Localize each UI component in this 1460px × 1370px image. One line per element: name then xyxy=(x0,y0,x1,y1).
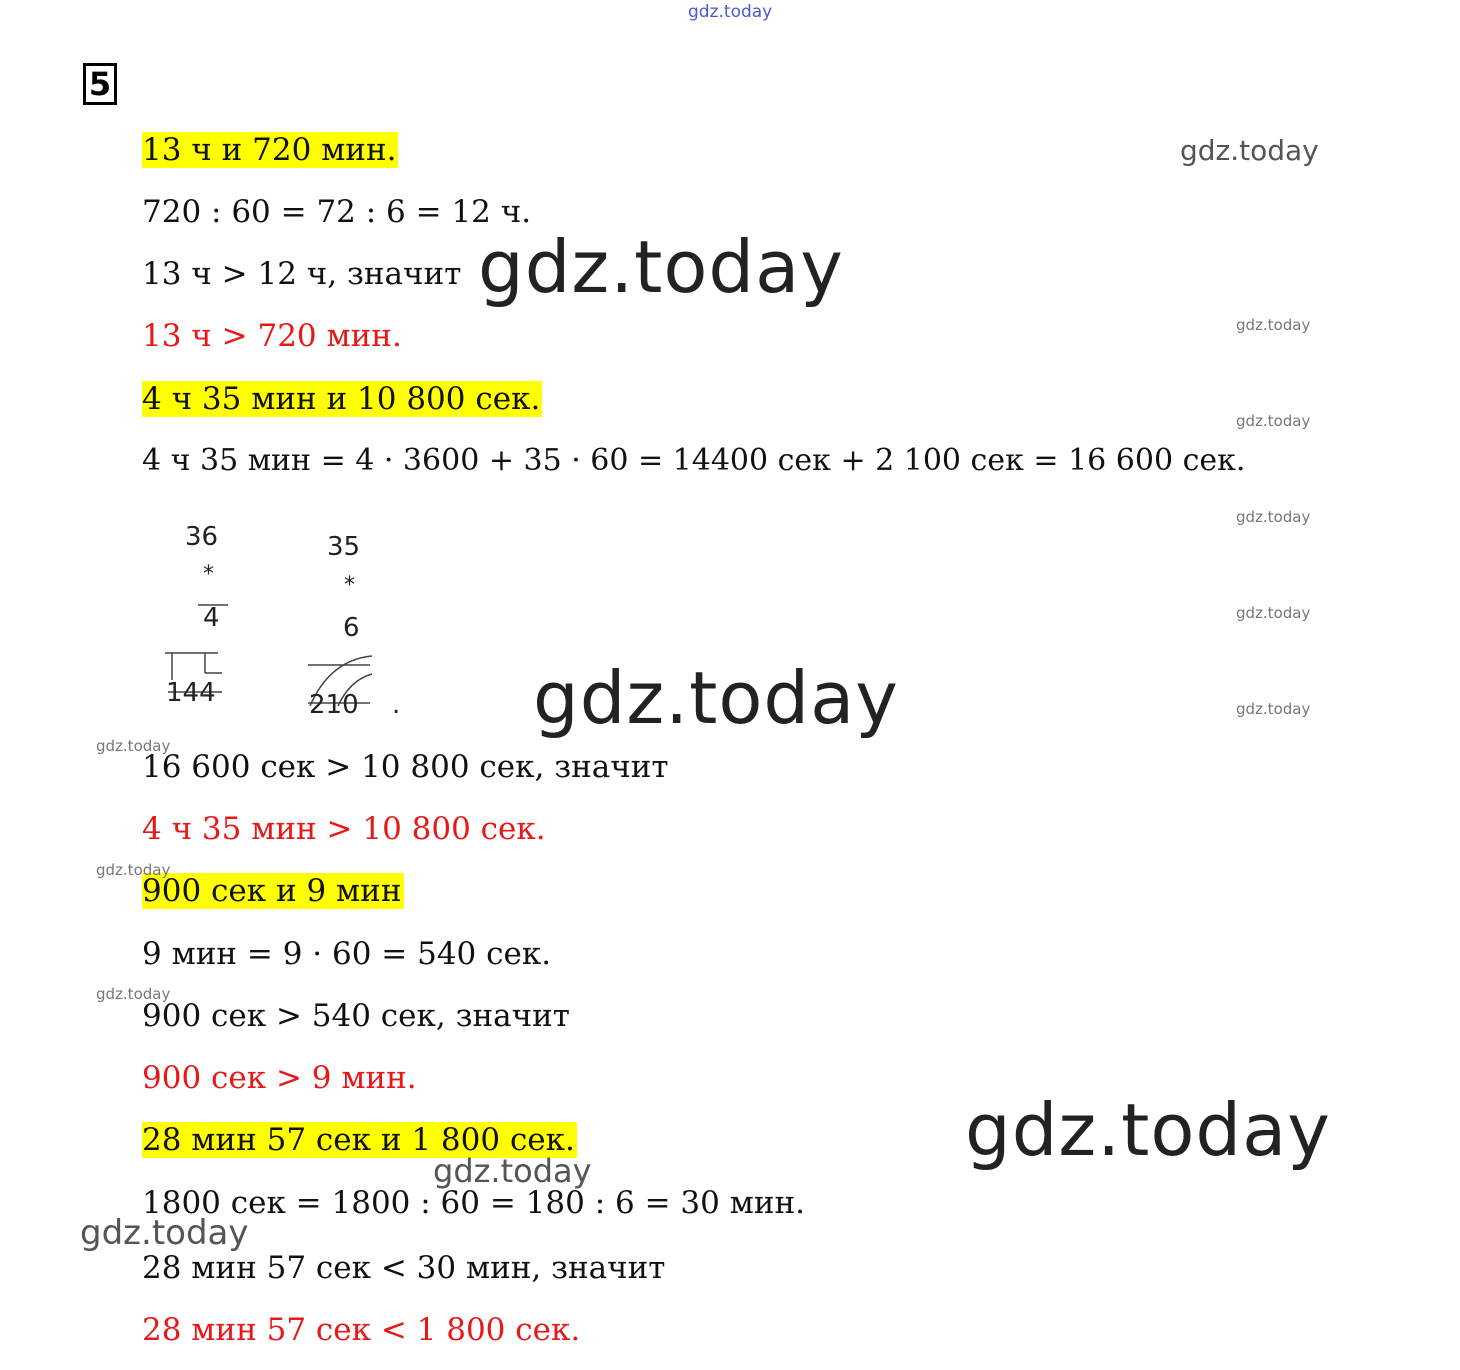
watermark-large: gdz.today xyxy=(965,1088,1331,1172)
watermark: gdz.today xyxy=(1180,134,1319,167)
watermark: gdz.today xyxy=(1236,508,1311,526)
watermark: gdz.today xyxy=(1236,412,1311,430)
line-14: 1800 сек = 1800 : 60 = 180 : 6 = 30 мин. xyxy=(142,1185,806,1221)
line-2: 720 : 60 = 72 : 6 = 12 ч. xyxy=(142,194,532,230)
line-13-text: 28 мин 57 сек и 1 800 сек. xyxy=(142,1122,575,1158)
watermark: gdz.today xyxy=(96,861,171,879)
line-15: 28 мин 57 сек < 30 мин, значит xyxy=(142,1250,666,1286)
line-5 xyxy=(142,379,542,419)
watermark: gdz.today xyxy=(1236,604,1311,622)
line-9 xyxy=(142,871,404,911)
line-10: 9 мин = 9 · 60 = 540 сек. xyxy=(142,936,552,972)
watermark: gdz.today xyxy=(96,985,171,1003)
task-number: 5 xyxy=(83,63,117,105)
line-6: 4 ч 35 мин = 4 · 3600 + 35 · 60 = 14400 сек + 2 100 сек = 16 600 сек. xyxy=(142,443,1246,478)
watermark: gdz.today xyxy=(1236,316,1311,334)
line-8-answer: 4 ч 35 мин > 10 800 сек. xyxy=(142,811,546,847)
line-9-text: 900 сек и 9 мин xyxy=(142,873,402,909)
watermark-large: gdz.today xyxy=(478,225,844,309)
watermark: gdz.today xyxy=(1236,700,1311,718)
calc-1-top: 36 xyxy=(185,522,219,552)
calc-2-bottom: 6 xyxy=(343,613,360,643)
line-5-text: 4 ч 35 мин и 10 800 сек. xyxy=(142,381,541,417)
line-1-text: 13 ч и 720 мин. xyxy=(142,132,397,168)
line-16-answer: 28 мин 57 сек < 1 800 сек. xyxy=(142,1312,581,1348)
watermark-large: gdz.today xyxy=(533,656,899,740)
calc-2-top: 35 xyxy=(327,532,361,562)
calc-2-op: * xyxy=(344,573,355,598)
calc-trailing-dot: . xyxy=(392,690,401,720)
line-11: 900 сек > 540 сек, значит xyxy=(142,998,570,1034)
line-12-answer: 900 сек > 9 мин. xyxy=(142,1060,417,1096)
line-4-answer: 13 ч > 720 мин. xyxy=(142,318,402,354)
watermark: gdz.today xyxy=(433,1152,592,1190)
watermark: gdz.today xyxy=(96,737,171,755)
calc-1-result: 144 xyxy=(166,678,216,708)
calc-1-bottom: 4 xyxy=(203,603,220,633)
calc-1-op: * xyxy=(203,562,214,587)
header-watermark: gdz.today xyxy=(688,2,773,22)
line-7: 16 600 сек > 10 800 сек, значит xyxy=(142,749,669,785)
line-3: 13 ч > 12 ч, значит xyxy=(142,256,462,292)
watermark: gdz.today xyxy=(80,1213,249,1253)
calc-2-result: 210 xyxy=(309,690,359,720)
line-1 xyxy=(142,130,398,170)
